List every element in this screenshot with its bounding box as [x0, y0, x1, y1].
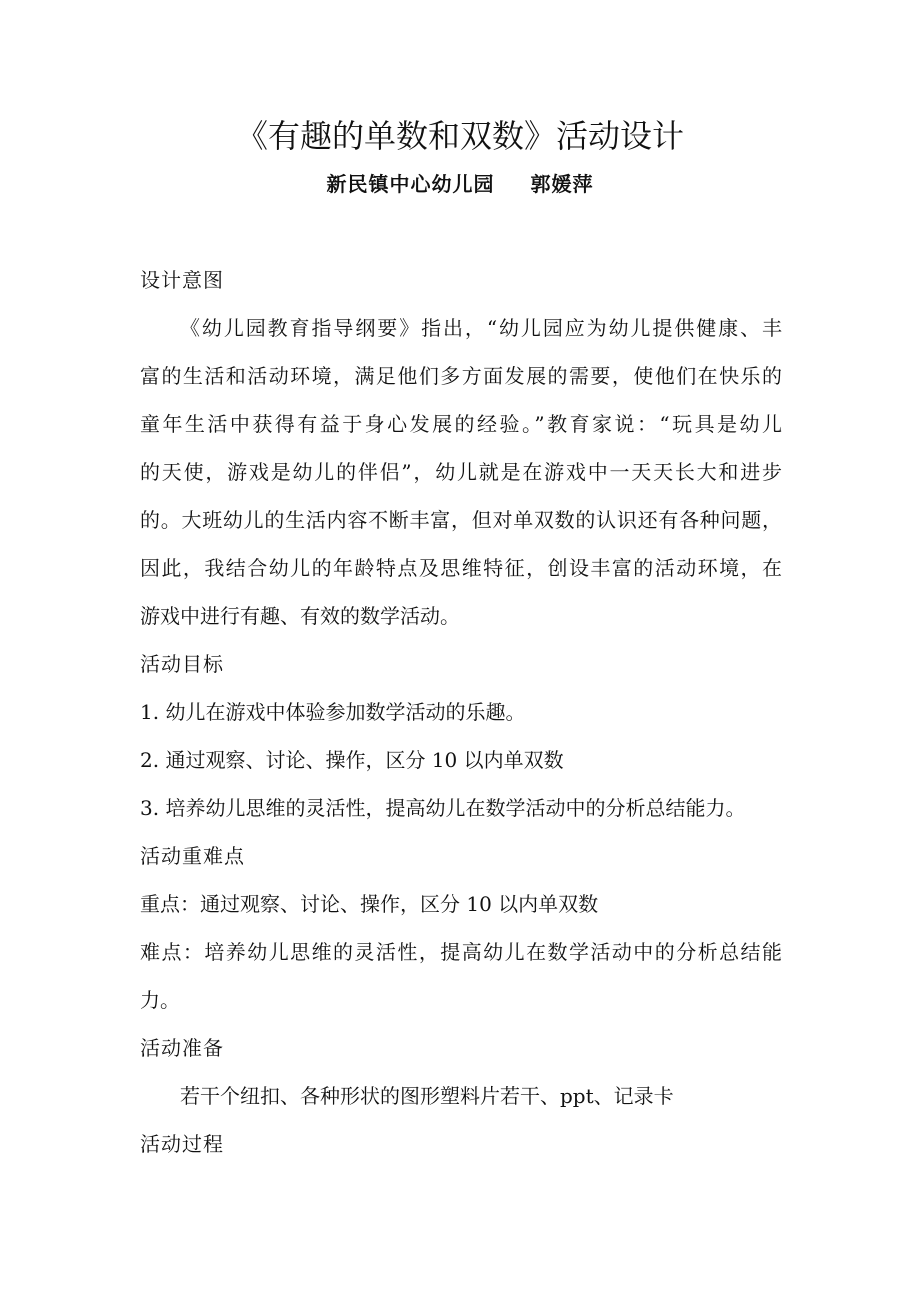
- school-name: 新民镇中心幼儿园: [326, 172, 495, 196]
- keypoint-difficulty-line-2: 力。: [140, 988, 180, 1012]
- intent-line-2: 富的生活和活动环境，满足他们多方面发展的需要，使他们在快乐的: [140, 364, 782, 388]
- section-heading-keypoints: 活动重难点: [140, 844, 245, 868]
- goal-item-1: 1. 幼儿在游戏中体验参加数学活动的乐趣。: [140, 700, 526, 724]
- intent-line-6: 因此，我结合幼儿的年龄特点及思维特征，创设丰富的活动环境，在: [140, 556, 782, 580]
- section-heading-preparation: 活动准备: [140, 1036, 224, 1060]
- intent-line-5: 的。大班幼儿的生活内容不断丰富，但对单双数的认识还有各种问题，: [140, 508, 782, 532]
- section-heading-goals: 活动目标: [140, 652, 224, 676]
- keypoint-difficulty-line-1: 难点：培养幼儿思维的灵活性，提高幼儿在数学活动中的分析总结能: [140, 940, 782, 964]
- intent-line-7: 游戏中进行有趣、有效的数学活动。: [140, 604, 460, 628]
- author-line: [0, 168, 920, 200]
- preparation-text: 若干个纽扣、各种形状的图形塑料片若干、ppt、记录卡: [180, 1084, 674, 1108]
- intent-line-4: 的天使，游戏是幼儿的伴侣”，幼儿就是在游戏中一天天长大和进步: [140, 460, 782, 484]
- goal-item-3: 3. 培养幼儿思维的灵活性，提高幼儿在数学活动中的分析总结能力。: [140, 796, 746, 820]
- keypoint-focus: 重点：通过观察、讨论、操作，区分 10 以内单双数: [140, 892, 599, 916]
- document-title: 《有趣的单数和双数》活动设计: [235, 117, 684, 155]
- intent-line-3: 童年生活中获得有益于身心发展的经验。”教育家说：“玩具是幼儿: [140, 412, 782, 436]
- section-heading-intent: 设计意图: [140, 268, 224, 292]
- document-body: [140, 256, 782, 1168]
- goal-item-2: 2. 通过观察、讨论、操作，区分 10 以内单双数: [140, 748, 564, 772]
- section-heading-process: 活动过程: [140, 1132, 224, 1156]
- intent-line-1: 《幼儿园教育指导纲要》指出，“幼儿园应为幼儿提供健康、丰: [180, 316, 782, 340]
- author-name: 郭媛萍: [530, 172, 594, 196]
